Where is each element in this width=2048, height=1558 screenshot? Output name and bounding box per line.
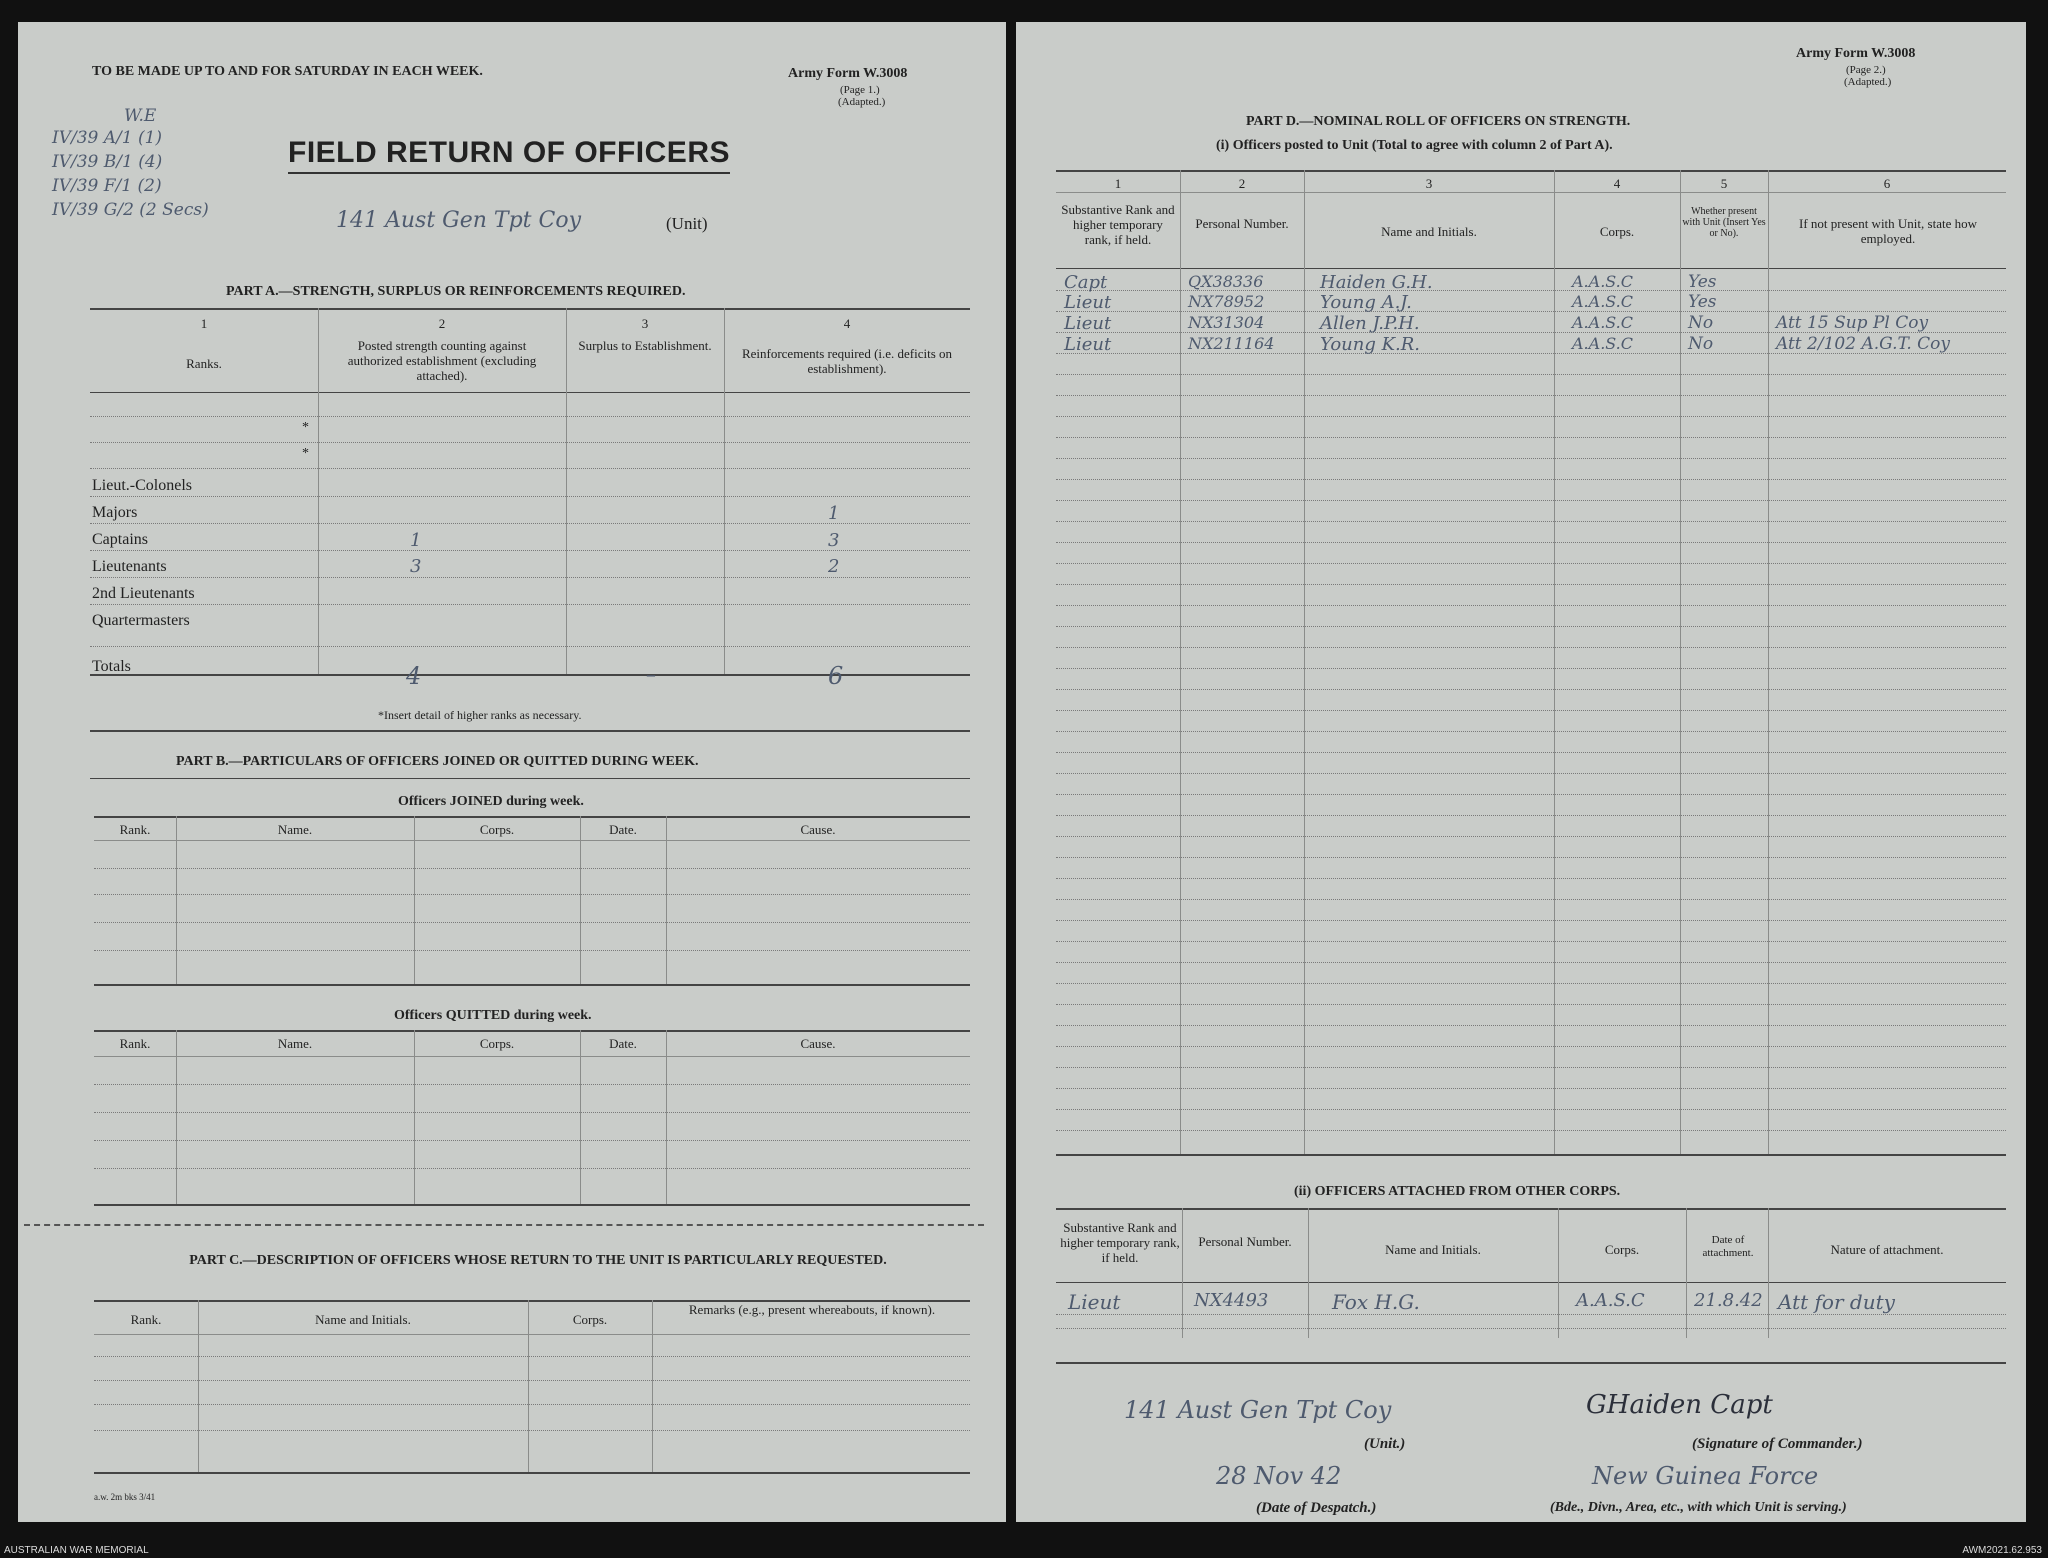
col-number: 1 bbox=[1114, 176, 1122, 191]
joined-header: Name. bbox=[277, 822, 313, 837]
cell-personal-number: NX4493 bbox=[1194, 1290, 1269, 1311]
ruled-line bbox=[1056, 878, 2006, 879]
cell-employment: Att 2/102 A.G.T. Coy bbox=[1776, 334, 1950, 354]
form-page-2 bbox=[1016, 22, 2026, 1522]
col-header-present: Whether present with Unit (Insert Yes or No). bbox=[1682, 206, 1766, 239]
print-code: a.w. 2m bks 3/41 bbox=[94, 1492, 156, 1502]
force-label: (Bde., Divn., Area, etc., with which Unit is serving.) bbox=[1550, 1500, 1847, 1515]
cell-present: Yes bbox=[1688, 272, 1717, 292]
cell-nature: Att for duty bbox=[1778, 1290, 1895, 1314]
ruled-line bbox=[1056, 1130, 2006, 1131]
col-number: 2 bbox=[438, 316, 446, 331]
cell-rank: Capt bbox=[1064, 272, 1108, 293]
joined-header: Cause. bbox=[800, 822, 836, 837]
quitted-title: Officers QUITTED during week. bbox=[394, 1008, 592, 1023]
col-number: 3 bbox=[1425, 176, 1433, 191]
cell-corps: A.A.S.C bbox=[1572, 313, 1633, 332]
signature-label: (Signature of Commander.) bbox=[1692, 1436, 1863, 1452]
instruction-text: TO BE MADE UP TO AND FOR SATURDAY IN EACH WEEK. bbox=[92, 64, 483, 79]
part-c-title: PART C.—DESCRIPTION OF OFFICERS WHOSE RETURN TO THE UNIT IS PARTICULARLY REQUESTED. bbox=[189, 1253, 887, 1268]
signoff-unit-label: (Unit.) bbox=[1364, 1436, 1406, 1452]
ruled-line bbox=[1056, 563, 2006, 564]
reinf-captains: 3 bbox=[828, 530, 840, 551]
cell-corps: A.A.S.C bbox=[1572, 292, 1633, 311]
tear-line bbox=[24, 1224, 984, 1226]
commander-signature: GHaiden Capt bbox=[1586, 1390, 1773, 1420]
signoff-unit: 141 Aust Gen Tpt Coy bbox=[1124, 1396, 1392, 1424]
cell-name: Haiden G.H. bbox=[1320, 272, 1433, 293]
col-number: 5 bbox=[1720, 176, 1728, 191]
ruled-line bbox=[1056, 1109, 2006, 1110]
col-header-corps: Corps. bbox=[1599, 224, 1635, 239]
joined-header: Corps. bbox=[479, 822, 515, 837]
cell-employment: Att 15 Sup Pl Coy bbox=[1776, 313, 1929, 333]
cell-name: Allen J.P.H. bbox=[1320, 313, 1420, 334]
ruled-line bbox=[1056, 458, 2006, 459]
col-number: 3 bbox=[641, 316, 649, 331]
rank-label: Lieutenants bbox=[92, 558, 167, 575]
posted-lieutenants: 3 bbox=[410, 556, 422, 577]
ruled-line bbox=[1056, 815, 2006, 816]
adapted-label: (Adapted.) bbox=[838, 96, 886, 108]
ruled-line bbox=[1056, 1088, 2006, 1089]
ruled-line bbox=[1056, 521, 2006, 522]
quitted-header: Date. bbox=[609, 1036, 637, 1051]
part-c-header: Corps. bbox=[572, 1312, 608, 1327]
cell-present: No bbox=[1688, 334, 1714, 354]
unit-value: 141 Aust Gen Tpt Coy bbox=[336, 208, 582, 233]
ruled-line bbox=[1056, 1067, 2006, 1068]
totals-reinforcements: 6 bbox=[828, 662, 844, 690]
ruled-line bbox=[1056, 731, 2006, 732]
footnote: *Insert detail of higher ranks as necessary. bbox=[378, 708, 582, 722]
col-header-employment: If not present with Unit, state how employed. bbox=[1799, 216, 1977, 246]
part-c-header: Remarks (e.g., present whereabouts, if known). bbox=[688, 1302, 936, 1317]
col-number: 6 bbox=[1883, 176, 1891, 191]
ruled-line bbox=[1056, 941, 2006, 942]
cell-corps: A.A.S.C bbox=[1572, 272, 1633, 291]
cell-present: Yes bbox=[1688, 292, 1717, 312]
cell-name: Young A.J. bbox=[1320, 292, 1412, 313]
cell-date: 21.8.42 bbox=[1694, 1290, 1763, 1311]
reinf-majors: 1 bbox=[828, 503, 840, 524]
page-title: FIELD RETURN OF OFFICERS bbox=[288, 136, 730, 174]
margin-note: IV/39 A/1 (1) bbox=[52, 128, 163, 148]
ruled-line bbox=[1056, 794, 2006, 795]
part-c-header: Name and Initials. bbox=[315, 1312, 411, 1327]
margin-note: W.E bbox=[124, 106, 157, 126]
cell-personal-number: NX211164 bbox=[1188, 334, 1275, 353]
col-header-posted: Posted strength counting against authorized establishment (excluding attached). bbox=[347, 338, 537, 383]
joined-header: Date. bbox=[609, 822, 637, 837]
reinf-lieutenants: 2 bbox=[828, 556, 840, 577]
margin-note: IV/39 G/2 (2 Secs) bbox=[52, 200, 209, 220]
rank-label: Quartermasters bbox=[92, 612, 190, 629]
cell-personal-number: NX78952 bbox=[1188, 292, 1265, 311]
col-header-rank: Substantive Rank and higher temporary rank, if held. bbox=[1061, 202, 1175, 247]
ruled-line bbox=[1056, 374, 2006, 375]
part-ii-title: (ii) OFFICERS ATTACHED FROM OTHER CORPS. bbox=[1294, 1184, 1621, 1199]
form-id: Army Form W.3008 bbox=[1796, 46, 1916, 61]
col-header-corps: Corps. bbox=[1604, 1242, 1640, 1257]
part-c-header: Rank. bbox=[130, 1312, 162, 1327]
joined-header: Rank. bbox=[119, 822, 151, 837]
ruled-line bbox=[1056, 1046, 2006, 1047]
part-b-title: PART B.—PARTICULARS OF OFFICERS JOINED OR QUITTED DURING WEEK. bbox=[176, 754, 699, 769]
ruled-line bbox=[1056, 752, 2006, 753]
quitted-header: Name. bbox=[277, 1036, 313, 1051]
col-number: 4 bbox=[843, 316, 851, 331]
ruled-line bbox=[1056, 920, 2006, 921]
ruled-line bbox=[1056, 983, 2006, 984]
col-header-surplus: Surplus to Establishment. bbox=[578, 338, 712, 353]
col-header-ranks: Ranks. bbox=[186, 356, 222, 371]
cell-personal-number: QX38336 bbox=[1188, 272, 1264, 291]
archive-id: AWM2021.62.953 bbox=[1962, 1545, 2042, 1556]
ruled-line bbox=[1056, 710, 2006, 711]
ruled-line bbox=[1056, 500, 2006, 501]
ruled-line bbox=[1056, 962, 2006, 963]
cell-corps: A.A.S.C bbox=[1576, 1290, 1645, 1311]
despatch-date: 28 Nov 42 bbox=[1216, 1462, 1342, 1490]
col-header-name: Name and Initials. bbox=[1385, 1242, 1481, 1257]
cell-rank: Lieut bbox=[1064, 292, 1112, 313]
col-header-name: Name and Initials. bbox=[1381, 224, 1477, 239]
cell-name: Fox H.G. bbox=[1332, 1290, 1420, 1314]
quitted-header: Rank. bbox=[119, 1036, 151, 1051]
force-value: New Guinea Force bbox=[1592, 1462, 1819, 1490]
ruled-line bbox=[1056, 584, 2006, 585]
ruled-line bbox=[1056, 1004, 2006, 1005]
col-header-personal-number: Personal Number. bbox=[1198, 1234, 1292, 1249]
joined-title: Officers JOINED during week. bbox=[398, 794, 584, 809]
col-number: 4 bbox=[1613, 176, 1621, 191]
col-header-nature: Nature of attachment. bbox=[1830, 1242, 1944, 1257]
form-id: Army Form W.3008 bbox=[788, 66, 908, 81]
col-header-rank: Substantive Rank and higher temporary rank, if held. bbox=[1060, 1220, 1180, 1265]
ruled-line bbox=[1056, 647, 2006, 648]
ruled-line bbox=[1056, 899, 2006, 900]
adapted-label: (Adapted.) bbox=[1844, 76, 1892, 88]
ruled-line bbox=[1056, 395, 2006, 396]
archive-credit: AUSTRALIAN WAR MEMORIAL bbox=[4, 1545, 149, 1556]
rank-label: Majors bbox=[92, 504, 138, 521]
cell-name: Young K.R. bbox=[1320, 334, 1421, 355]
col-number: 2 bbox=[1238, 176, 1246, 191]
col-header-reinforcements: Reinforcements required (i.e. deficits on establishment). bbox=[741, 346, 953, 376]
part-d-subtitle: (i) Officers posted to Unit (Total to agree with column 2 of Part A). bbox=[1216, 138, 1613, 153]
ruled-line bbox=[1056, 689, 2006, 690]
ruled-line bbox=[1056, 773, 2006, 774]
part-a-title: PART A.—STRENGTH, SURPLUS OR REINFORCEMENTS REQUIRED. bbox=[226, 284, 686, 299]
quitted-header: Corps. bbox=[479, 1036, 515, 1051]
ruled-line bbox=[1056, 479, 2006, 480]
quitted-header: Cause. bbox=[800, 1036, 836, 1051]
totals-posted: 4 bbox=[406, 662, 422, 690]
ruled-line bbox=[1056, 542, 2006, 543]
ruled-line bbox=[1056, 416, 2006, 417]
page-label: (Page 2.) bbox=[1846, 64, 1886, 76]
rank-label: Captains bbox=[92, 531, 148, 548]
unit-label: (Unit) bbox=[666, 214, 708, 233]
cell-present: No bbox=[1688, 313, 1714, 333]
cell-rank: Lieut bbox=[1068, 1290, 1121, 1314]
totals-label: Totals bbox=[92, 658, 131, 675]
ruled-line bbox=[1056, 668, 2006, 669]
page-label: (Page 1.) bbox=[840, 84, 880, 96]
ruled-line bbox=[1056, 437, 2006, 438]
col-header-date: Date of attachment. bbox=[1702, 1234, 1754, 1259]
ruled-line bbox=[1056, 311, 2006, 312]
cell-rank: Lieut bbox=[1064, 313, 1112, 334]
ruled-line bbox=[1056, 836, 2006, 837]
margin-note: IV/39 F/1 (2) bbox=[52, 176, 162, 196]
col-header-personal-number: Personal Number. bbox=[1195, 216, 1289, 231]
posted-captains: 1 bbox=[410, 530, 422, 551]
margin-note: IV/39 B/1 (4) bbox=[52, 152, 163, 172]
col-number: 1 bbox=[200, 316, 208, 331]
cell-corps: A.A.S.C bbox=[1572, 334, 1633, 353]
ruled-line bbox=[1056, 857, 2006, 858]
ruled-line bbox=[1056, 605, 2006, 606]
part-d-title: PART D.—NOMINAL ROLL OF OFFICERS ON STRENGTH. bbox=[1246, 114, 1631, 129]
ruled-line bbox=[1056, 1025, 2006, 1026]
ruled-line bbox=[1056, 626, 2006, 627]
rank-label: 2nd Lieutenants bbox=[92, 585, 195, 602]
totals-surplus: – bbox=[646, 662, 656, 686]
cell-rank: Lieut bbox=[1064, 334, 1112, 355]
form-page-1: TO BE MADE UP TO AND FOR SATURDAY IN EACH WEEK. Army Form W.3008 (Page 1.) (Adapted.) W.E IV/39 A/1 (1) IV/39 B/1 (4) IV/39 F/1 (2) IV/39 G/2 (2 Secs) FIELD RETURN OF OFFICERS 141 Aust Gen Tpt Coy (Unit) PART A.—STRENGTH, SURPLUS OR REINFORCEMENTS REQUIRED. 1 2 3 4 Ranks. Posted strength counting against authorized establishment (excluding attached). Surplus to Establishment. Reinforcements required (i.e. deficits on establishment). * * Lieut.-Colonels Majors Captains Lieutenants 2nd Lieutenants Quartermasters 1 3 1 3 2 Totals 4 – 6 *Insert detail of higher ranks as necessary. PART B.—PARTICULARS OF OFFICERS JOINED OR QUITTED DURING WEEK. Officers JOINED during week. Rank. Name. Corps. Date. Cause. Officers QUITTED during week. Rank. Name. Corps. Date. Cause. PART C.—DESCRIPTION OF OFFICERS WHOSE RETURN TO THE UNIT IS PARTICULARLY REQUESTED. Rank. Name and Initials. Corps. Remarks (e.g., present whereabouts, if known). a.w. 2m bks 3/41 bbox=[18, 22, 1006, 1522]
rank-label: Lieut.-Colonels bbox=[92, 477, 192, 494]
despatch-date-label: (Date of Despatch.) bbox=[1256, 1500, 1377, 1516]
cell-personal-number: NX31304 bbox=[1188, 313, 1265, 332]
